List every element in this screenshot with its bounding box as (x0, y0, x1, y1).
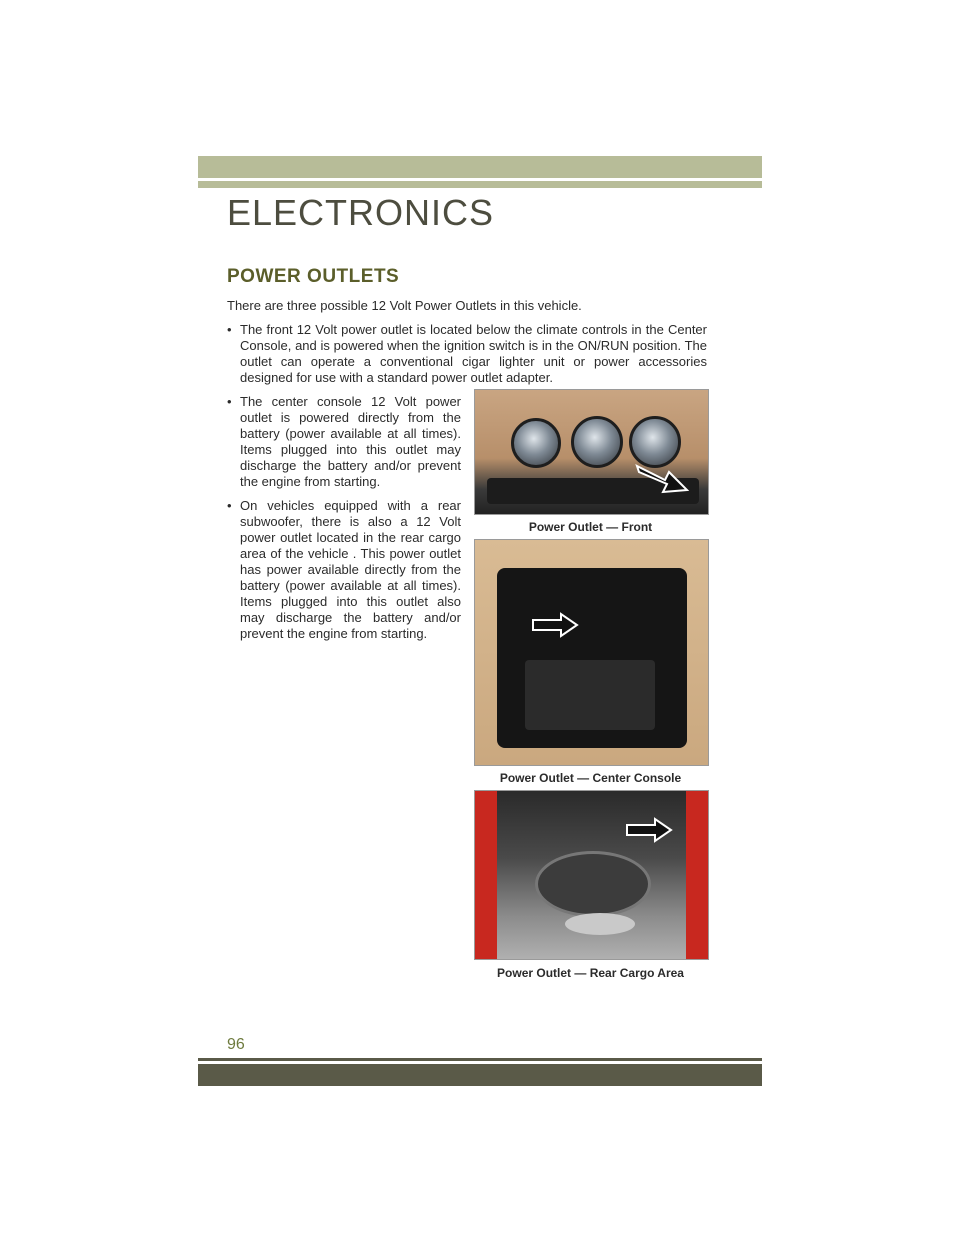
section-title: ELECTRONICS (227, 192, 495, 233)
page-heading: POWER OUTLETS (227, 266, 400, 287)
photo-front-outlet (474, 389, 709, 515)
footer-rule (198, 1058, 762, 1061)
cargo-handle (565, 913, 635, 935)
bullet-item-center-console (227, 394, 461, 490)
figure-caption: Power Outlet — Rear Cargo Area (497, 966, 684, 980)
photo-rear-cargo-outlet (474, 790, 709, 960)
bullet-text: The center console 12 Volt power outlet is powered directly from the battery (power available at all times). Items plugged into this outlet may discharge the battery and/or prevent the engine from starting. (240, 394, 461, 489)
figure-caption: Power Outlet — Center Console (499, 771, 682, 785)
bullet-item-front (227, 322, 707, 386)
bullet-text: On vehicles equipped with a rear subwoofer, there is also a 12 Volt power outlet located in the rear cargo area of the vehicle . This power outlet has power available directly from the battery (power available at all times). Items plugged into this outlet also may discharge the battery and/or prevent the engine from starting. (240, 498, 461, 641)
bullet-marker: • (227, 498, 232, 513)
arrow-icon (625, 817, 673, 843)
subwoofer (535, 851, 651, 917)
vehicle-side (475, 791, 497, 959)
bullet-item-rear-cargo (227, 498, 461, 642)
bullet-text: The front 12 Volt power outlet is located below the climate controls in the Center Console, and is powered when the ignition switch is in the ON/RUN position. The outlet can operate a conventional cigar lighter unit or power accessories designed for use with a standard power outlet adapter. (240, 322, 707, 385)
arrow-icon (635, 460, 689, 494)
climate-knob (571, 416, 623, 468)
footer-band (198, 1064, 762, 1086)
climate-knob (511, 418, 561, 468)
page-number: 96 (227, 1036, 245, 1053)
photo-center-console-outlet (474, 539, 709, 766)
header-rule (198, 181, 762, 188)
figure-caption: Power Outlet — Front (528, 520, 653, 534)
header-band (198, 156, 762, 178)
intro-paragraph: There are three possible 12 Volt Power Outlets in this vehicle. (227, 298, 582, 313)
bullet-marker: • (227, 394, 232, 409)
console-tray (525, 660, 655, 730)
bullet-marker: • (227, 322, 232, 337)
arrow-icon (531, 612, 579, 638)
vehicle-side (686, 791, 708, 959)
